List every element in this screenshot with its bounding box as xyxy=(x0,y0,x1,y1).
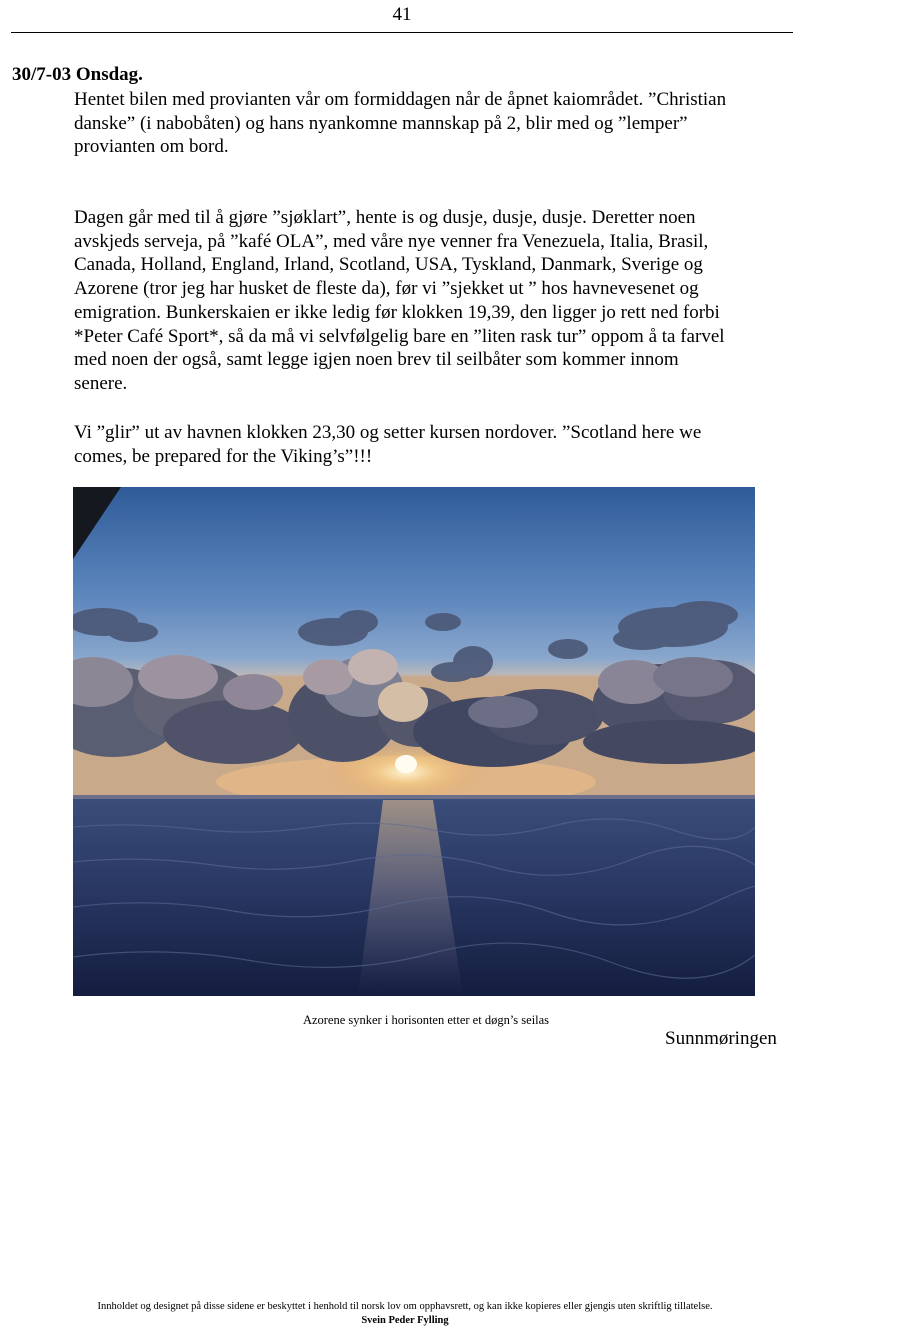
paragraph-line: provianten om bord. xyxy=(74,136,229,158)
signoff: Sunnmøringen xyxy=(665,1028,777,1049)
paragraph-line: Vi ”glir” ut av havnen klokken 23,30 og setter kursen nordover. ”Scotland here we xyxy=(74,422,702,443)
photo-caption: Azorene synker i horisonten etter et døgn’s seilas xyxy=(302,1013,550,1027)
paragraph-line: Canada, Holland, England, Irland, Scotland, USA, Tyskland, Danmark, Sverige og xyxy=(74,254,703,276)
paragraph-line: avskjeds serveja, på ”kafé OLA”, med våre nye venner fra Venezuela, Italia, Brasil, xyxy=(74,230,709,252)
sun xyxy=(395,755,417,773)
paragraph-line: Hentet bilen med provianten vår om formiddagen når de åpnet kaiområdet. ”Christian xyxy=(74,89,727,110)
page-number: 41 xyxy=(392,4,412,25)
header-rule xyxy=(11,32,793,33)
copyright-notice: Innholdet og designet på disse sidene er beskyttet i henhold til norsk lov om opphavsrett, og kan ikke kopieres eller gjengis uten skriftlig tillatelse. xyxy=(97,1301,713,1312)
paragraph-line: senere. xyxy=(74,372,128,394)
paragraph-3 xyxy=(74,421,804,468)
paragraph-1 xyxy=(74,88,804,159)
paragraph-line: Dagen går med til å gjøre ”sjøklart”, hente is og dusje, dusje, dusje. Deretter noen xyxy=(74,207,696,228)
paragraph-line: *Peter Café Sport*, så da må vi selvfølgelig bare en ”liten rask tur” oppom å ta farvel xyxy=(74,325,725,347)
paragraph-2 xyxy=(74,206,804,396)
paragraph-line: emigration. Bunkerskaien er ikke ledig før klokken 19,39, den ligger jo rett ned forbi xyxy=(74,301,720,323)
entry-heading: 30/7-03 Onsdag. xyxy=(12,64,143,85)
paragraph-line: med noen der også, samt legge igjen noen brev til seilbåter som kommer innom xyxy=(74,349,679,371)
paragraph-line: Azorene (tror jeg har husket de fleste da), før vi ”sjekket ut ” hos havnevesenet og xyxy=(74,278,699,300)
paragraph-line: danske” (i nabobåten) og hans nyankomne mannskap på 2, blir med og ”lemper” xyxy=(74,112,688,134)
paragraph-line: comes, be prepared for the Viking’s”!!! xyxy=(74,445,373,467)
copyright-footer xyxy=(0,1300,810,1328)
author-name: Svein Peder Fylling xyxy=(361,1315,449,1326)
sunset-photo xyxy=(73,487,755,996)
